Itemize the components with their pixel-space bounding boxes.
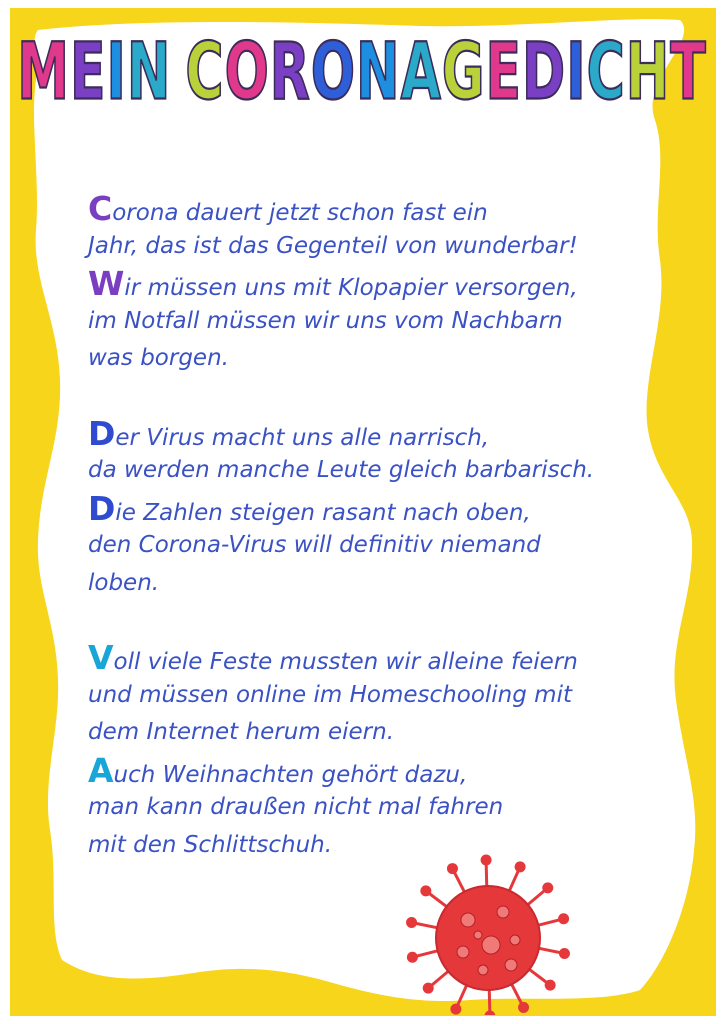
- title-letter: I: [106, 28, 127, 118]
- virus-spike-tip: [542, 882, 553, 893]
- virus-spike-tip: [559, 948, 570, 959]
- virus-spike-tip: [545, 980, 556, 991]
- virus-spike-tip: [447, 863, 458, 874]
- initial-letter: C: [88, 189, 113, 228]
- line-text: loben.: [88, 569, 160, 596]
- title-letter: O: [224, 28, 270, 118]
- coronavirus-icon: [393, 840, 593, 1015]
- poem-line: [88, 340, 688, 378]
- poem-line: [88, 490, 688, 528]
- virus-spike-tip: [518, 1002, 529, 1013]
- poem-title: [0, 28, 724, 118]
- virus-spike-tip: [450, 1004, 461, 1015]
- poem-body: [88, 190, 688, 901]
- virus-spike-tip: [406, 917, 417, 928]
- title-letter: T: [670, 28, 707, 118]
- initial-letter: D: [88, 488, 116, 528]
- line-text: Jahr, das ist das Gegenteil von wunderbar!: [88, 232, 578, 259]
- line-text: ie Zahlen steigen rasant nach oben,: [115, 499, 531, 526]
- line-text: mit den Schlittschuh.: [88, 831, 333, 858]
- virus-spot: [505, 959, 517, 971]
- initial-letter: D: [88, 413, 116, 453]
- virus-spot: [474, 931, 482, 939]
- line-text: da werden manche Leute gleich barbarisch.: [88, 457, 595, 483]
- poem-line: [88, 190, 688, 228]
- title-letter: A: [400, 28, 442, 118]
- initial-letter: V: [88, 638, 114, 677]
- virus-spot: [461, 913, 475, 927]
- poem-line: [88, 789, 688, 827]
- poem-line: [88, 527, 688, 565]
- virus-spot: [510, 935, 520, 945]
- title-letter: G: [441, 28, 486, 118]
- poem-line: [88, 265, 688, 303]
- title-letter: E: [69, 28, 107, 118]
- title-letter: O: [310, 28, 357, 118]
- title-letter: C: [185, 28, 225, 118]
- scan-border: [716, 0, 724, 1024]
- scan-border: [0, 0, 10, 1024]
- stanza: [88, 639, 688, 864]
- line-text: uch Weihnachten gehört dazu,: [113, 761, 468, 788]
- poem-line: [88, 752, 688, 790]
- line-text: den Corona-Virus will definitiv niemand: [88, 532, 541, 558]
- line-text: was borgen.: [88, 345, 229, 371]
- poem-line: [88, 415, 688, 453]
- line-text: ir müssen uns mit Klopapier versorgen,: [124, 275, 578, 301]
- title-letter: H: [625, 28, 671, 118]
- poem-line: [88, 228, 688, 266]
- title-letter: N: [356, 28, 401, 118]
- virus-spike-tip: [420, 885, 431, 896]
- virus-spike-tip: [558, 913, 569, 924]
- title-letter: M: [17, 28, 70, 118]
- scan-border: [0, 0, 724, 8]
- line-text: man kann draußen nicht mal fahren: [88, 794, 504, 820]
- virus-spot: [497, 906, 509, 918]
- scan-border: [0, 1016, 724, 1024]
- poem-line: [88, 639, 688, 677]
- virus-spike-tip: [423, 983, 434, 994]
- virus-spot: [478, 965, 488, 975]
- virus-spike-tip: [407, 952, 418, 963]
- virus-spike-tip: [481, 855, 492, 866]
- title-letter: I: [566, 28, 587, 118]
- virus-spike-tip: [515, 861, 526, 872]
- poem-line: [88, 452, 688, 490]
- line-text: dem Internet herum eiern.: [88, 719, 395, 745]
- line-text: oll viele Feste mussten wir alleine feiern: [113, 649, 578, 675]
- title-letter: E: [485, 28, 523, 118]
- line-text: und müssen online im Homeschooling mit: [88, 681, 572, 708]
- title-letter: R: [269, 28, 311, 118]
- initial-letter: W: [88, 264, 125, 303]
- initial-letter: A: [88, 750, 114, 790]
- stanza: [88, 415, 688, 603]
- title-letter: N: [126, 28, 172, 118]
- line-text: orona dauert jetzt schon fast ein: [112, 200, 488, 226]
- poem-line: [88, 714, 688, 752]
- title-text: [17, 28, 707, 118]
- line-text: im Notfall müssen wir uns vom Nachbarn: [88, 307, 563, 334]
- poem-line: [88, 303, 688, 341]
- virus-spot: [457, 946, 469, 958]
- title-letter: D: [522, 28, 567, 118]
- stanza: [88, 190, 688, 378]
- title-letter: [171, 34, 185, 112]
- virus-spike-tip: [484, 1010, 495, 1015]
- title-letter: C: [586, 28, 626, 118]
- virus-spot: [482, 936, 500, 954]
- poem-line: [88, 677, 688, 715]
- poem-line: [88, 565, 688, 603]
- line-text: er Virus macht uns alle narrisch,: [115, 424, 490, 451]
- poem-line: [88, 827, 688, 865]
